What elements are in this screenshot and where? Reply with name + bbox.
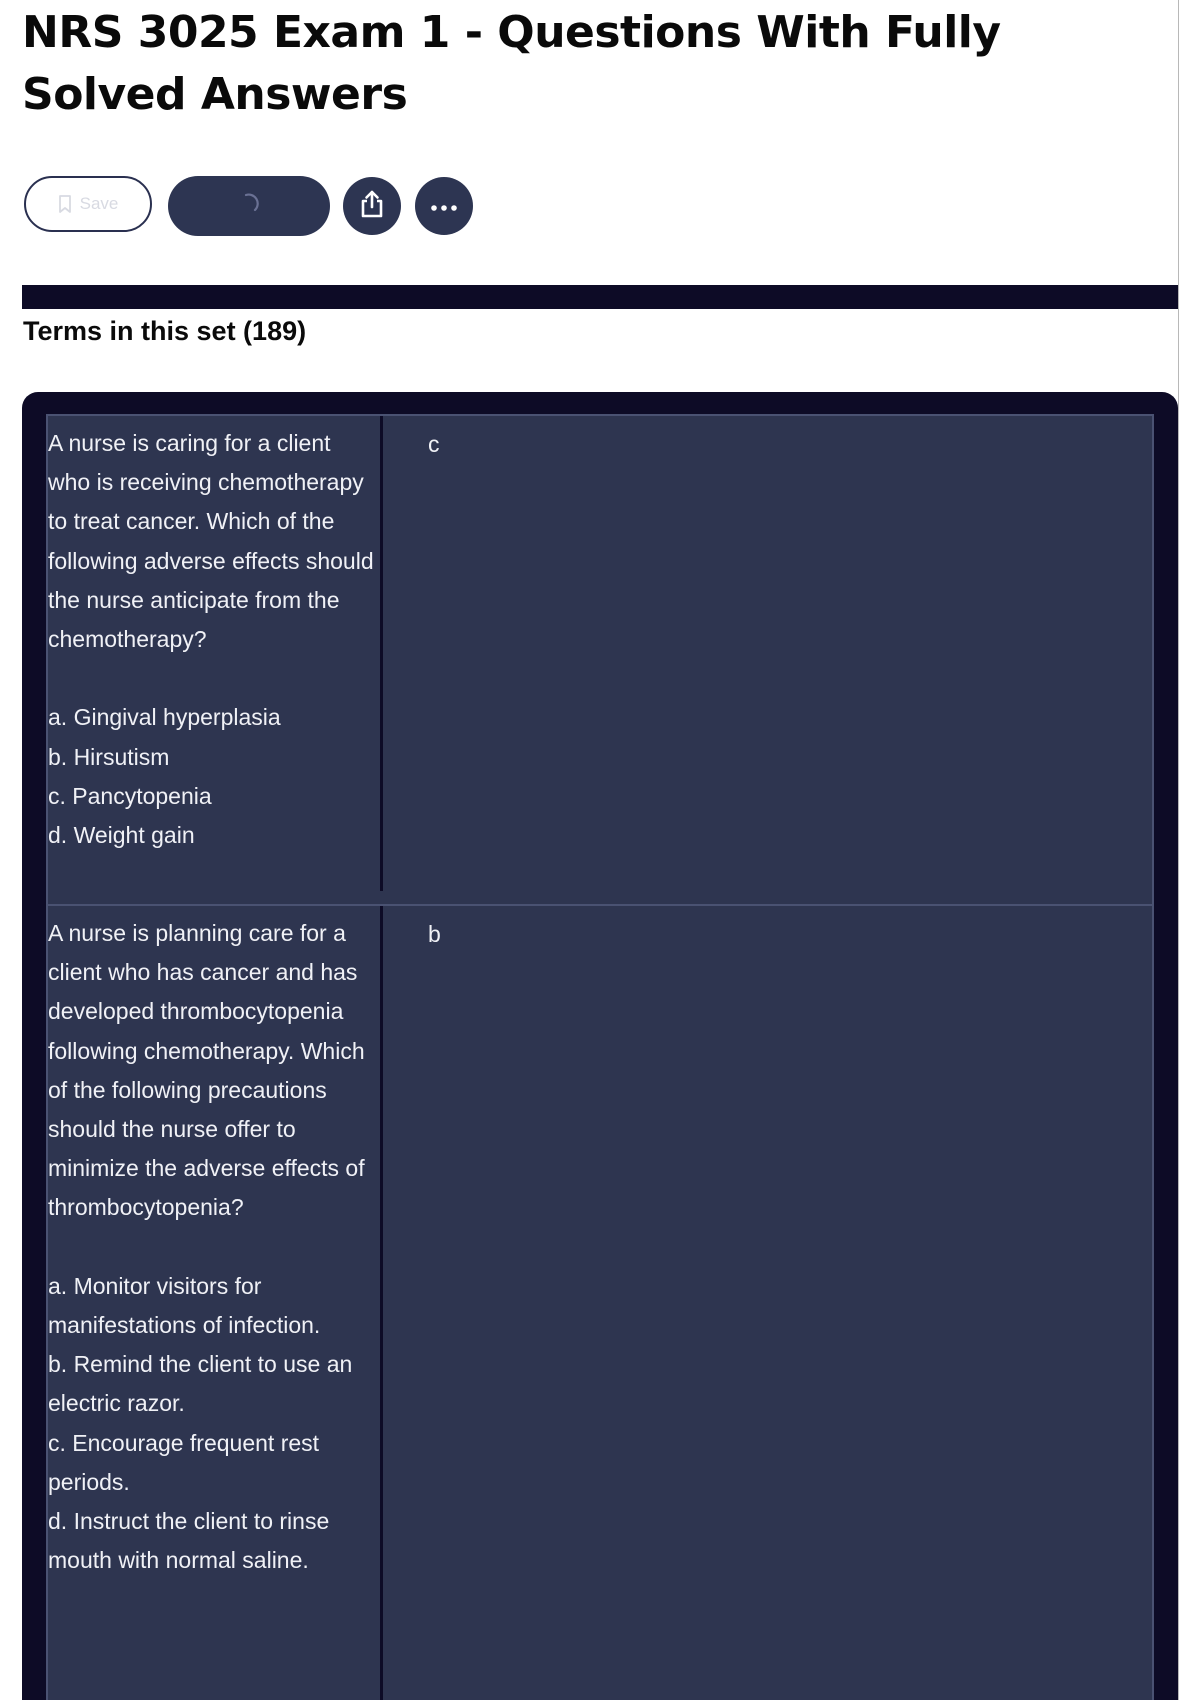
share-button[interactable] — [343, 177, 401, 235]
more-options-button[interactable] — [415, 177, 473, 235]
bookmark-icon — [58, 195, 72, 213]
page-edge-divider — [1178, 0, 1179, 1700]
share-icon — [358, 189, 386, 223]
term-card — [46, 904, 1154, 1700]
definition-text: c — [428, 431, 440, 457]
more-dots-icon — [430, 197, 458, 216]
section-divider-bar — [22, 285, 1178, 309]
terms-count-heading: Terms in this set (189) — [23, 316, 307, 346]
definition-text: b — [428, 921, 441, 947]
term-text: A nurse is caring for a client who is receiving chemotherapy to treat cancer. Which of the following adverse effects should the nurse anticipate from the chemotherapy? a. Gingival hyperplasia b. Hirsutism c. Pancytopenia d. Weight gain — [48, 430, 374, 849]
card-column-divider — [380, 416, 383, 891]
term-text: A nurse is planning care for a client who has cancer and has developed thrombocytopenia following chemotherapy. Which of the following precautions should the nurse offer to minimize the adverse effects of thrombocytopenia? a. Monitor visitors for manifestations of infection. b. Remind the client to use an electric razor. c. Encourage frequent rest periods. d. Instruct the client to rinse mouth with normal saline. — [48, 920, 365, 1574]
loading-spinner-icon — [236, 191, 262, 221]
save-button[interactable] — [24, 176, 152, 232]
card-column-divider — [380, 906, 383, 1700]
save-button-label: Save — [79, 194, 119, 213]
term-card — [46, 414, 1154, 907]
page-title: NRS 3025 Exam 1 - Questions With Fully Solved Answers — [22, 7, 1001, 120]
study-button[interactable] — [168, 176, 330, 236]
